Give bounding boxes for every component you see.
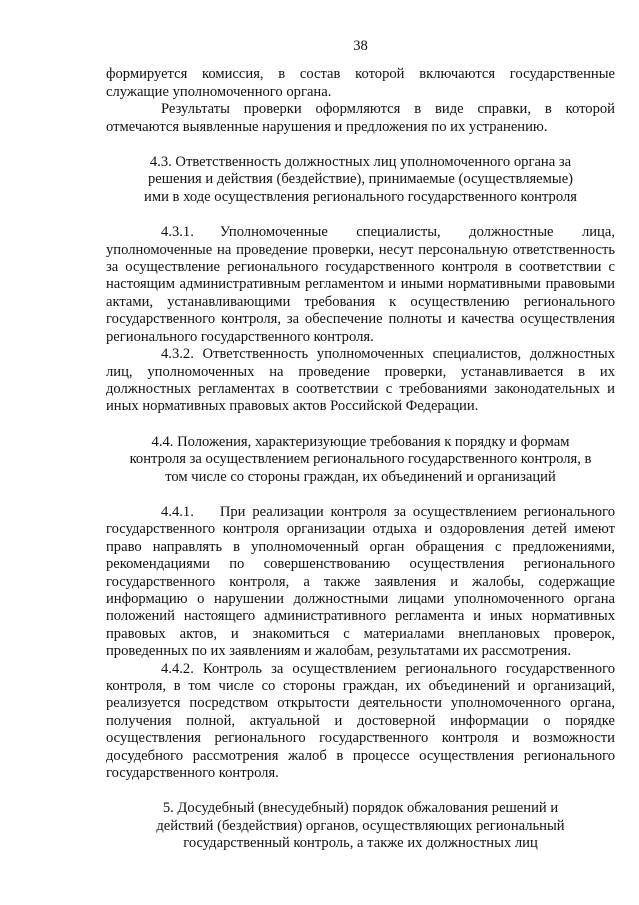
page-number: 38 xyxy=(353,38,368,54)
paragraph xyxy=(106,504,615,661)
clause-number: 4.3.1. xyxy=(161,224,194,241)
paragraph xyxy=(106,224,615,346)
paragraph: формируется комиссия, в состав которой включаются государственные служащие уполномоченного органа. xyxy=(106,66,615,100)
clause-text: Уполномоченные специалисты, должностные лица, уполномоченные на проведение проверки, несут персональную ответственность за осуществление регионального государственного контроля в соответствии с настоящим административным регламентом и иными нормативными правовыми актами, устанавливающими требования к осуществлению регионального государственного контроля, за обеспечение полноты и качества осуществления регионального государственного контроля. xyxy=(106,224,615,345)
document-body xyxy=(106,66,615,852)
paragraph: 4.3.2. Ответственность уполномоченных специалистов, должностных лиц, уполномоченных на проведение проверки, устанавливается в их должностных регламентах в соответствии с требованиями законодательных и иных нормативных правовых актов Российской Федерации. xyxy=(106,346,615,415)
section-heading: 4.4. Положения, характеризующие требования к порядку и формам контроля за осуществлением регионального государственного контроля, в том числе со стороны граждан, их объединений и организаций xyxy=(129,433,592,485)
section-heading: 4.3. Ответственность должностных лиц уполномоченного органа за решения и действия (бездействие), принимаемые (осуществляемые) ими в ходе осуществления регионального государственного контроля xyxy=(144,154,577,205)
clause-text: При реализации контроля за осуществлением регионального государственного контроля организации отдыха и оздоровления детей имеют право направлять в уполномоченный орган обращения с предложениями, рекомендациями по совершенствованию осуществления регионального государственного контроля, а также заявления и жалобы, содержащие информацию о нарушении должностными лицами уполномоченного органа положений настоящего административного регламента и иных нормативных правовых актов, и знакомиться с материалами внеплановых проверок, проведенных по их заявлениям и жалобам, результатами их рассмотрения. xyxy=(106,503,615,660)
paragraph: 4.4.2. Контроль за осуществлением регионального государственного контроля, в том числе со стороны граждан, их объединений и организаций, реализуется посредством открытости деятельности уполномоченного органа, получения полной, актуальной и достоверной информации о порядке осуществления регионального государственного контроля и возможности досудебного рассмотрения жалоб в процессе осуществления регионального государственного контроля. xyxy=(106,660,615,782)
paragraph: Результаты проверки оформляются в виде справки, в которой отмечаются выявленные нарушения и предложения по их устранению. xyxy=(106,101,615,135)
clause-number: 4.4.1. xyxy=(161,503,194,520)
section-heading: 5. Досудебный (внесудебный) порядок обжалования решений и действий (бездействия) органов, осуществляющих региональный государственный контроль, а также их должностных лиц xyxy=(156,800,565,852)
